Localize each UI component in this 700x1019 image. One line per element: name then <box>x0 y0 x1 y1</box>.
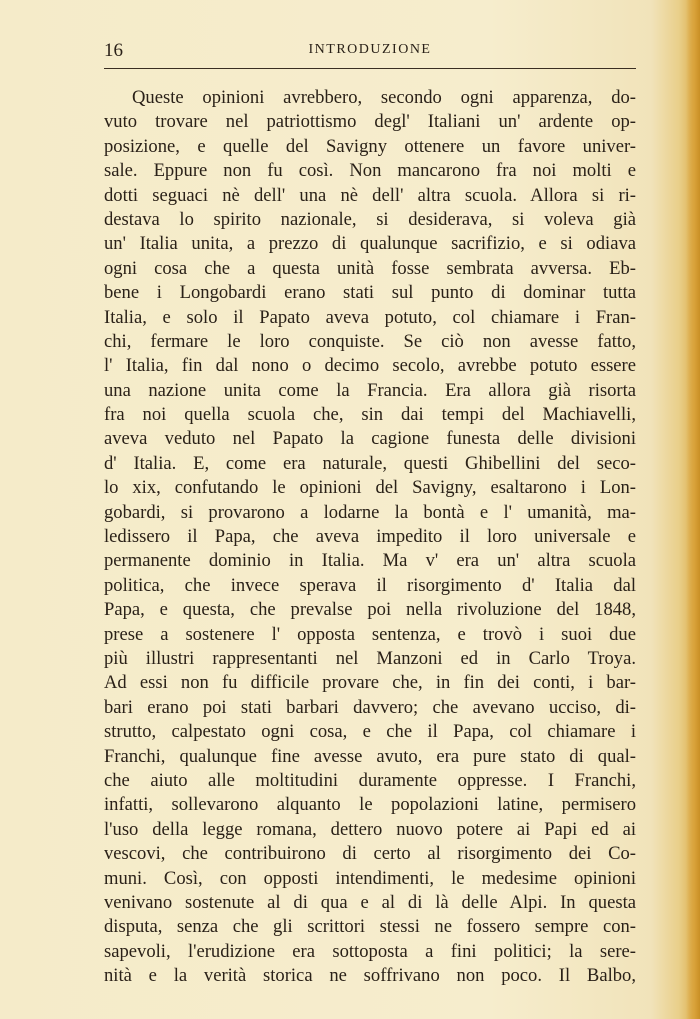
text-line: disputa, senza che gli scrittori stessi ne fossero sempre con- <box>104 916 636 938</box>
text-line: strutto, calpestato ogni cosa, e che il Papa, col chiamare i <box>104 721 636 743</box>
text-line: d' Italia. E, come era naturale, questi Ghibellini del seco- <box>104 452 636 474</box>
text-line: venivano sostenute al di qua e al di là delle Alpi. In questa <box>104 891 636 913</box>
text-line: infatti, sollevarono alquanto le popolazioni latine, permisero <box>104 794 636 816</box>
text-line: gobardi, si provarono a lodarne la bontà e l' umanità, ma- <box>104 501 636 523</box>
text-line: vescovi, che contribuirono di certo al risorgimento dei Co- <box>104 843 636 865</box>
page-header <box>104 40 636 64</box>
text-line: che aiuto alle moltitudini duramente oppresse. I Franchi, <box>104 769 636 791</box>
text-line: posizione, e quelle del Savigny ottenere un favore univer- <box>104 135 636 157</box>
text-line: chi, fermare le loro conquiste. Se ciò non avesse fatto, <box>104 330 636 352</box>
text-line: sapevoli, l'erudizione era sottoposta a fini politici; la sere- <box>104 940 636 962</box>
text-line: bari erano poi stati barbari davvero; che avevano ucciso, di- <box>104 696 636 718</box>
header-rule <box>104 68 636 69</box>
text-line: più illustri rappresentanti nel Manzoni ed in Carlo Troya. <box>104 647 636 669</box>
text-line: ogni cosa che a questa unità fosse sembrata avversa. Eb- <box>104 257 636 279</box>
text-line: destava lo spirito nazionale, si desiderava, si voleva già <box>104 208 636 230</box>
page-edge <box>686 0 700 1019</box>
text-line: aveva veduto nel Papato la cagione funesta delle divisioni <box>104 428 636 450</box>
text-line: Italia, e solo il Papato aveva potuto, col chiamare i Fran- <box>104 306 636 328</box>
text-line: prese a sostenere l' opposta sentenza, e trovò i suoi due <box>104 623 636 645</box>
text-line: lo xix, confutando le opinioni del Savigny, esaltarono i Lon- <box>104 477 636 499</box>
body-text <box>104 86 636 988</box>
page-number: 16 <box>104 40 123 61</box>
text-line: fra noi quella scuola che, sin dai tempi del Machiavelli, <box>104 404 636 426</box>
text-line: una nazione unita come la Francia. Era allora già risorta <box>104 379 636 401</box>
text-line: Ad essi non fu difficile provare che, in fin dei conti, i bar- <box>104 672 636 694</box>
text-line: ledissero il Papa, che aveva impedito il loro universale e <box>104 526 636 548</box>
text-line: politica, che invece sperava il risorgimento d' Italia dal <box>104 574 636 596</box>
text-line: nità e la verità storica ne soffrivano non poco. Il Balbo, <box>104 965 636 987</box>
text-line: un' Italia unita, a prezzo di qualunque sacrifizio, e si odiava <box>104 233 636 255</box>
text-line: sale. Eppure non fu così. Non mancarono fra noi molti e <box>104 160 636 182</box>
text-line: l' Italia, fin dal nono o decimo secolo, avrebbe potuto essere <box>104 355 636 377</box>
text-line: dotti seguaci nè dell' una nè dell' altra scuola. Allora si ri- <box>104 184 636 206</box>
text-line: muni. Così, con opposti intendimenti, le medesime opinioni <box>104 867 636 889</box>
text-line: permanente dominio in Italia. Ma v' era un' altra scuola <box>104 550 636 572</box>
text-line: Franchi, qualunque fine avesse avuto, era pure stato di qual- <box>104 745 636 767</box>
text-line: vuto trovare nel patriottismo degl' Italiani un' ardente op- <box>104 111 636 133</box>
text-line: bene i Longobardi erano stati sul punto di dominar tutta <box>104 282 636 304</box>
text-line: l'uso della legge romana, dettero nuovo potere ai Papi ed ai <box>104 818 636 840</box>
text-line: Queste opinioni avrebbero, secondo ogni apparenza, do- <box>132 87 636 108</box>
running-head: INTRODUZIONE <box>308 42 432 57</box>
text-line: Papa, e questa, che prevalse poi nella rivoluzione del 1848, <box>104 599 636 621</box>
